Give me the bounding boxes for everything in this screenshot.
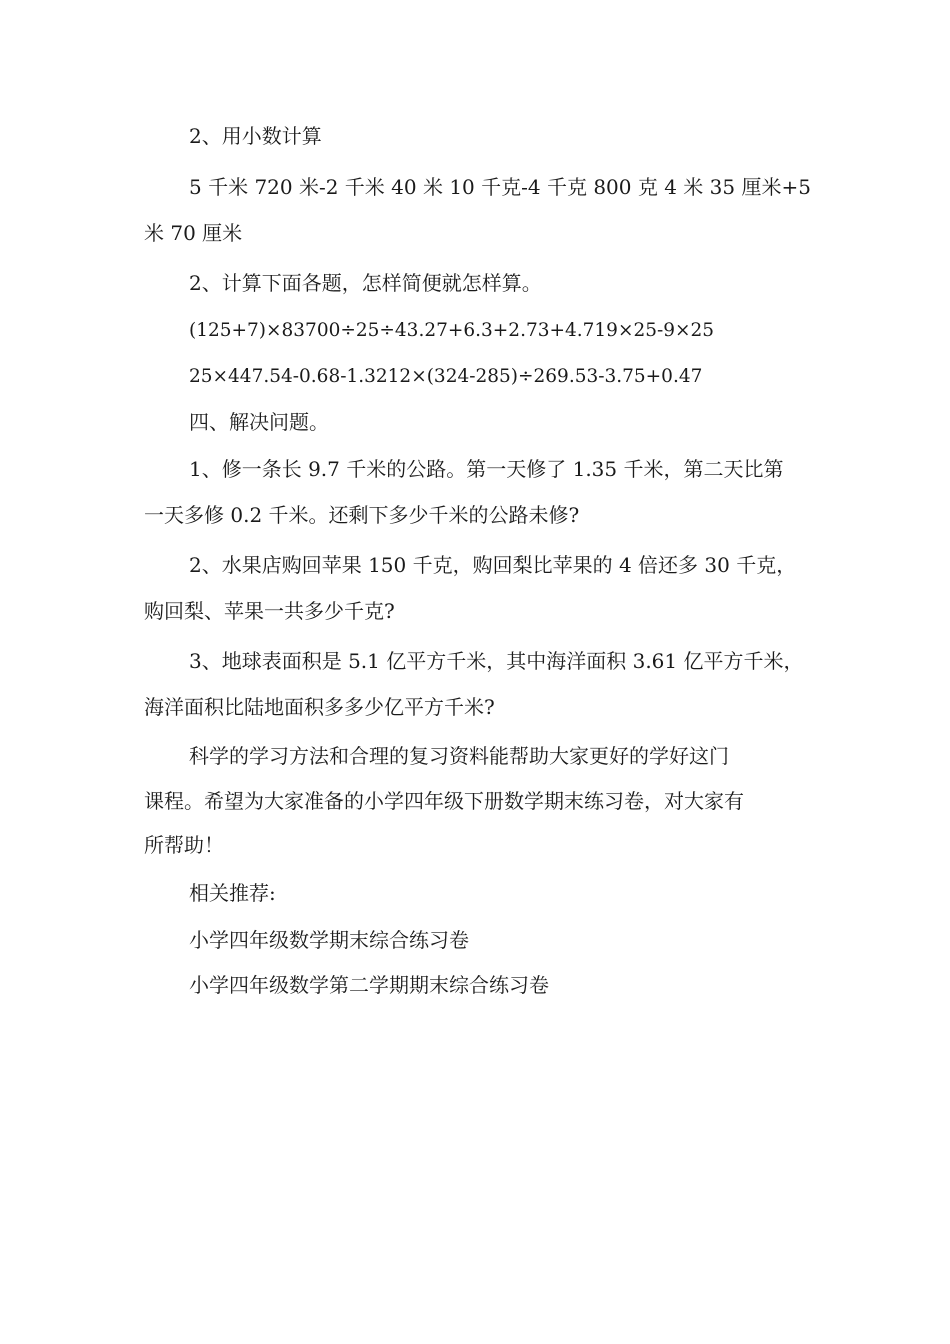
closing-paragraph-end: 所帮助！ — [144, 833, 224, 857]
section-heading-decimal-calc: 2、用小数计算 — [189, 124, 322, 148]
problem-line-continued: 米 70 厘米 — [144, 221, 243, 245]
word-problem-1: 1、修一条长 9.7 千米的公路。第一天修了 1.35 千米，第二天比第 — [189, 457, 784, 481]
section-heading-simplify: 2、计算下面各题，怎样简便就怎样算。 — [189, 271, 542, 295]
related-link-2[interactable]: 小学四年级数学第二学期期末综合练习卷 — [189, 973, 549, 997]
word-problem-2-continued: 购回梨、苹果一共多少千克? — [144, 599, 395, 623]
expression-line: (125+7)×83700÷25÷43.27+6.3+2.73+4.719×25-9×25 — [189, 320, 715, 341]
expression-line: 25×447.54-0.68-1.3212×(324-285)÷269.53-3.75+0.47 — [189, 366, 703, 387]
problem-line: 5 千米 720 米-2 千米 40 米 10 千克-4 千克 800 克 4 米 35 厘米+5 — [189, 175, 811, 199]
word-problem-3: 3、地球表面积是 5.1 亿平方千米，其中海洋面积 3.61 亿平方千米， — [189, 649, 804, 673]
word-problem-3-continued: 海洋面积比陆地面积多多少亿平方千米? — [144, 695, 495, 719]
word-problem-1-continued: 一天多修 0.2 千米。还剩下多少千米的公路未修? — [144, 503, 580, 527]
section-heading-solve-problems: 四、解决问题。 — [189, 410, 329, 434]
closing-paragraph-continued: 课程。希望为大家准备的小学四年级下册数学期末练习卷，对大家有 — [144, 789, 744, 813]
related-link-1[interactable]: 小学四年级数学期末综合练习卷 — [189, 928, 469, 952]
word-problem-2: 2、水果店购回苹果 150 千克，购回梨比苹果的 4 倍还多 30 千克， — [189, 553, 797, 577]
related-recommendations-label: 相关推荐: — [189, 881, 276, 905]
closing-paragraph: 科学的学习方法和合理的复习资料能帮助大家更好的学好这门 — [189, 744, 729, 768]
